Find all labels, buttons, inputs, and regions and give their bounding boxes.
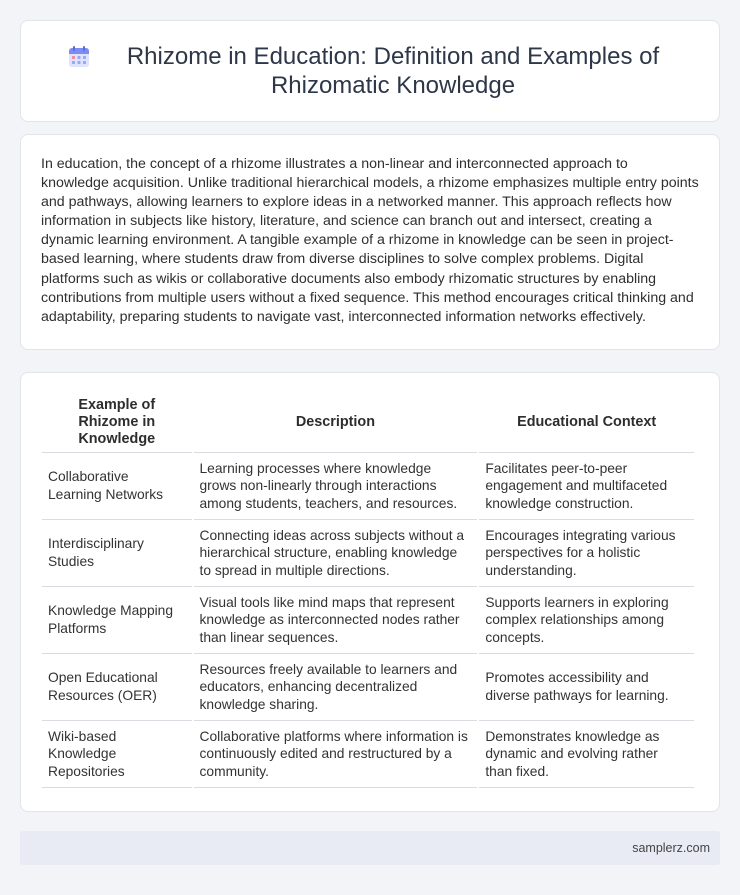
calendar-icon <box>67 45 91 69</box>
cell-example: Knowledge Mapping Platforms <box>42 587 192 654</box>
cell-context: Supports learners in exploring complex relationships among concepts. <box>479 587 694 654</box>
header-description: Description <box>194 393 478 453</box>
footer-site-link[interactable]: samplerz.com <box>632 841 710 855</box>
intro-card <box>20 134 720 350</box>
cell-context: Encourages integrating various perspectives for a holistic understanding. <box>479 520 694 587</box>
title-card <box>20 20 720 122</box>
cell-description: Collaborative platforms where information is continuously edited and restructured by a community. <box>194 721 478 788</box>
cell-example: Wiki-based Knowledge Repositories <box>42 721 192 788</box>
header-example: Example of Rhizome in Knowledge <box>42 393 192 453</box>
cell-context: Facilitates peer-to-peer engagement and multifaceted knowledge construction. <box>479 453 694 520</box>
table-row <box>42 453 694 520</box>
cell-example: Open Educational Resources (OER) <box>42 654 192 721</box>
table-header-row <box>42 393 694 453</box>
cell-context: Demonstrates knowledge as dynamic and evolving rather than fixed. <box>479 721 694 788</box>
table-card <box>20 372 720 812</box>
cell-description: Connecting ideas across subjects without a hierarchical structure, enabling knowledge to spread in multiple directions. <box>194 520 478 587</box>
table-row <box>42 654 694 721</box>
footer <box>20 831 720 865</box>
cell-example: Interdisciplinary Studies <box>42 520 192 587</box>
title-row <box>67 42 673 100</box>
page-title: Rhizome in Education: Definition and Examples of Rhizomatic Knowledge <box>126 43 660 99</box>
header-context: Educational Context <box>479 393 694 453</box>
table-row <box>42 520 694 587</box>
intro-paragraph: In education, the concept of a rhizome illustrates a non-linear and interconnected approach to knowledge acquisition. Unlike traditional hierarchical models, a rhizome emphasizes multiple entry points and pathways, allowing learners to explore ideas in a networked manner. This approach reflects how information in subjects like history, literature, and science can branch out and intersect, creating a dynamic learning environment. A tangible example of a rhizome in knowledge can be seen in project-based learning, where students draw from diverse disciplines to solve complex problems. Digital platforms such as wikis or collaborative documents also embody rhizomatic structures by enabling contributions from multiple users without a fixed sequence. This method encourages critical thinking and adaptability, preparing students to navigate vast, interconnected information networks effectively. <box>41 156 699 325</box>
examples-table <box>40 393 696 788</box>
cell-example: Collaborative Learning Networks <box>42 453 192 520</box>
table-row <box>42 587 694 654</box>
cell-description: Learning processes where knowledge grows non-linearly through interactions among students, teachers, and resources. <box>194 453 478 520</box>
cell-description: Resources freely available to learners and educators, enhancing decentralized knowledge sharing. <box>194 654 478 721</box>
cell-context: Promotes accessibility and diverse pathways for learning. <box>479 654 694 721</box>
cell-description: Visual tools like mind maps that represent knowledge as interconnected nodes rather than linear sequences. <box>194 587 478 654</box>
table-row <box>42 721 694 788</box>
